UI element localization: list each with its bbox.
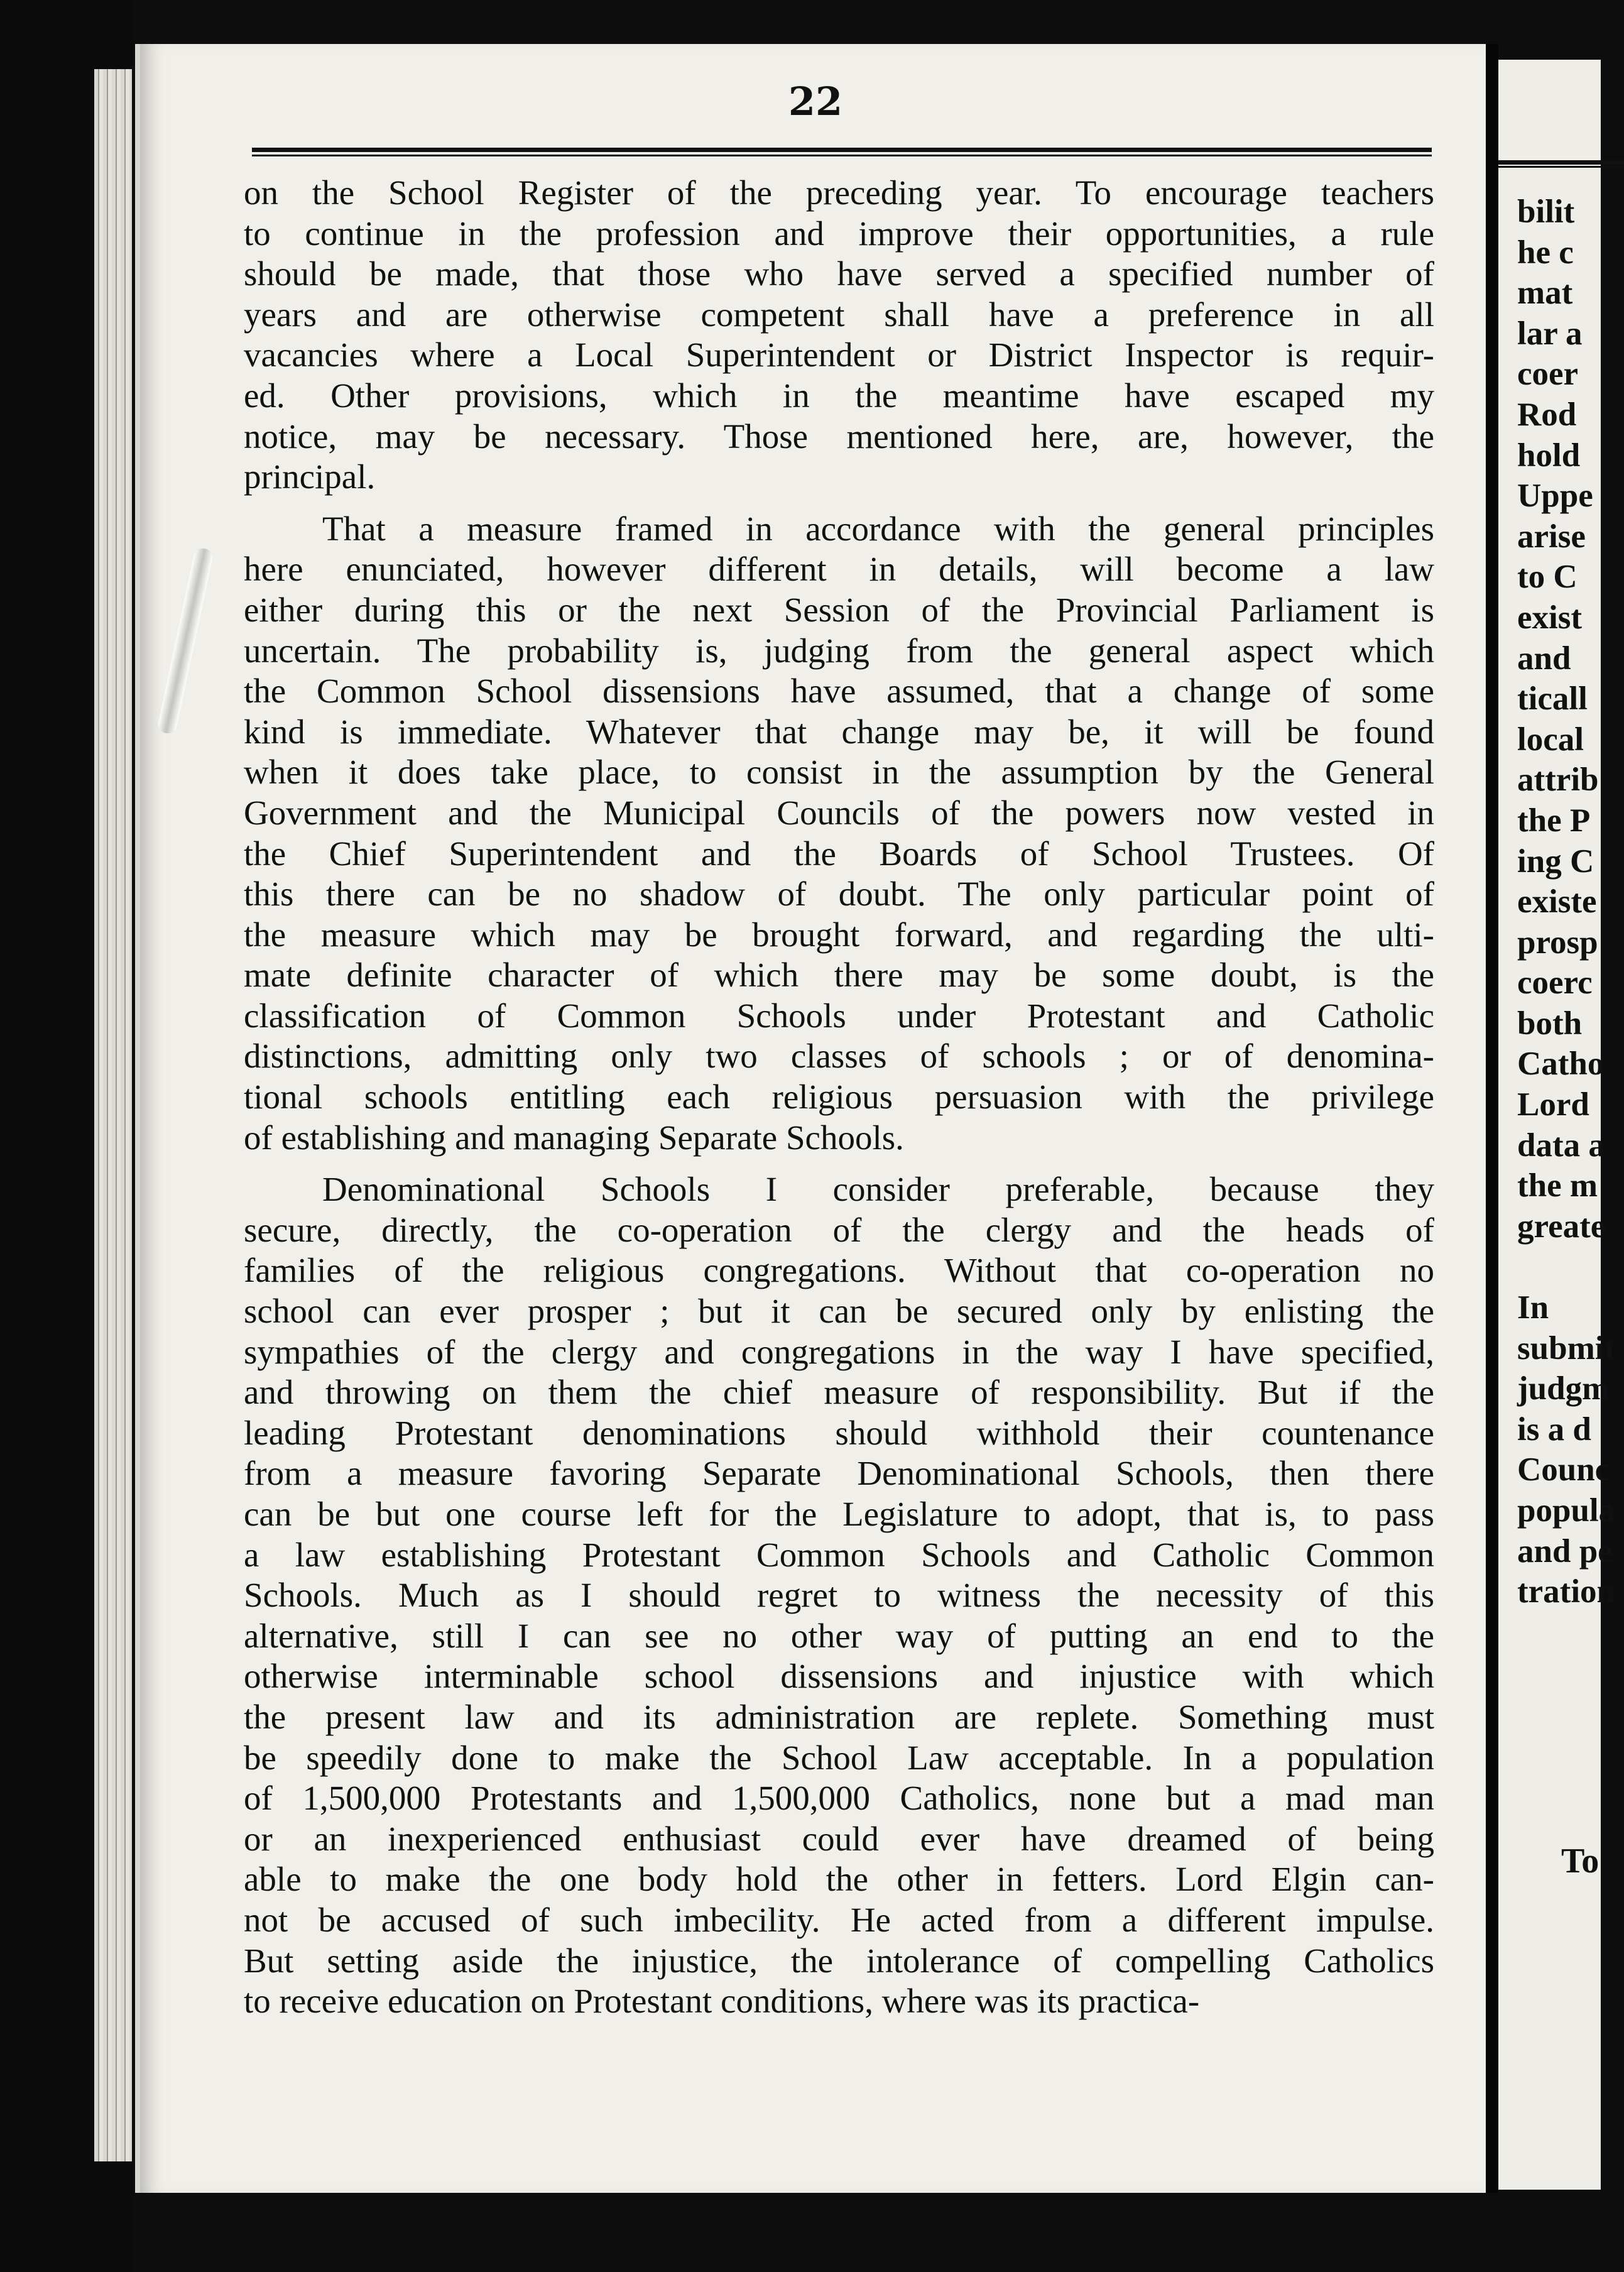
facing-text-line: the P: [1517, 802, 1591, 839]
text-line: sympathies of the clergy and congregations in the way I have specified,: [244, 1332, 1434, 1371]
facing-text-line: Rod: [1517, 396, 1577, 433]
facing-text-line: lar a: [1517, 315, 1583, 352]
text-line: this there can be no shadow of doubt. The only particular point of: [244, 875, 1434, 914]
text-line: of 1,500,000 Protestants and 1,500,000 Catholics, none but a mad man: [244, 1779, 1434, 1818]
facing-text-line: Counc: [1517, 1451, 1610, 1488]
paragraph-gap: [244, 1158, 1434, 1169]
facing-text-line: attrib: [1517, 762, 1599, 799]
text-line: classification of Common Schools under Protestant and Catholic: [244, 996, 1434, 1035]
facing-text-line: coer: [1517, 356, 1579, 393]
facing-text-line: coerc: [1517, 964, 1593, 1002]
facing-text-line: Lord: [1517, 1086, 1589, 1123]
facing-text-line: he c: [1517, 234, 1574, 271]
text-line: distinctions, admitting only two classes of schools ; or of denomina-: [244, 1037, 1434, 1076]
text-line: either during this or the next Session of the Provincial Parliament is: [244, 590, 1434, 629]
facing-header-rule: [1498, 160, 1624, 168]
text-line: on the School Register of the preceding year. To encourage teachers: [244, 173, 1434, 212]
text-line: of establishing and managing Separate Schools.: [244, 1118, 904, 1157]
text-line: But setting aside the injustice, the intolerance of compelling Catholics: [244, 1941, 1434, 1980]
text-line: school can ever prosper ; but it can be secured only by enlisting the: [244, 1292, 1434, 1331]
text-line: uncertain. The probability is, judging from the general aspect which: [244, 631, 1434, 670]
text-line: a law establishing Protestant Common Schools and Catholic Common: [244, 1535, 1434, 1574]
text-line: or an inexperienced enthusiast could ever have dreamed of being: [244, 1819, 1434, 1858]
text-line: the measure which may be brought forward, and regarding the ulti-: [244, 915, 1434, 954]
document-page: [135, 44, 1491, 2193]
facing-text-line: ing C: [1517, 843, 1594, 880]
facing-text-line: to C: [1517, 559, 1578, 596]
facing-text-line: prosp: [1517, 924, 1598, 961]
text-line: mate definite character of which there may be some doubt, is the: [244, 956, 1434, 995]
facing-page-heading: To: [1561, 1842, 1599, 1881]
text-line: Denominational Schools I consider preferable, because they: [322, 1170, 1434, 1209]
body-text: [244, 173, 1434, 2022]
text-line: here enunciated, however different in details, will become a law: [244, 550, 1434, 589]
text-line: when it does take place, to consist in the assumption by the General: [244, 753, 1434, 792]
facing-text-line: mat: [1517, 275, 1573, 312]
text-line: families of the religious congregations. Without that co-operation no: [244, 1251, 1434, 1290]
facing-text-line: popula: [1517, 1492, 1616, 1529]
facing-text-line: bilit: [1517, 194, 1575, 230]
paragraph: [244, 509, 1434, 1159]
text-line: from a measure favoring Separate Denominational Schools, then there: [244, 1454, 1434, 1493]
facing-text-line: judgm: [1517, 1370, 1610, 1407]
facing-text-line: greate: [1517, 1208, 1606, 1245]
paragraph-gap: [244, 498, 1434, 509]
text-line: That a measure framed in accordance with the general principles: [322, 509, 1434, 548]
text-line: and throwing on them the chief measure of responsibility. But if the: [244, 1373, 1434, 1412]
text-line: be speedily done to make the School Law acceptable. In a population: [244, 1738, 1434, 1777]
text-line: alternative, still I can see no other way of putting an end to the: [244, 1616, 1434, 1655]
text-line: not be accused of such imbecility. He acted from a different impulse.: [244, 1900, 1434, 1939]
text-line: to receive education on Protestant conditions, where was its practica-: [244, 1982, 1200, 2021]
facing-text-line: In: [1517, 1289, 1549, 1326]
text-line: notice, may be necessary. Those mentioned here, are, however, the: [244, 417, 1434, 456]
text-line: the present law and its administration are replete. Something must: [244, 1697, 1434, 1736]
facing-text-line: existe: [1517, 883, 1597, 920]
facing-text-line: hold: [1517, 437, 1581, 474]
facing-text-line: data a: [1517, 1127, 1605, 1164]
page-edge-stack: [94, 69, 132, 2161]
facing-text-line: ticall: [1517, 680, 1588, 718]
facing-page: [1498, 60, 1616, 2190]
text-line: the Common School dissensions have assumed, that a change of some: [244, 672, 1434, 711]
facing-text-line: submit: [1517, 1330, 1616, 1367]
text-line: secure, directly, the co-operation of the clergy and the heads of: [244, 1210, 1434, 1249]
page-number: 22: [788, 79, 843, 124]
text-line: years and are otherwise competent shall have a preference in all: [244, 295, 1434, 334]
book-gutter: [1486, 44, 1498, 2193]
text-line: ed. Other provisions, which in the meantime have escaped my: [244, 376, 1434, 415]
text-line: vacancies where a Local Superintendent or District Inspector is requir-: [244, 336, 1434, 374]
text-line: the Chief Superintendent and the Boards of School Trustees. Of: [244, 834, 1434, 873]
paragraph: [244, 1169, 1434, 2021]
facing-text-line: the m: [1517, 1167, 1598, 1204]
text-line: to continue in the profession and improve their opportunities, a rule: [244, 214, 1434, 253]
text-line: can be but one course left for the Legislature to adopt, that is, to pass: [244, 1495, 1434, 1533]
facing-text-line: Catho: [1517, 1046, 1605, 1083]
text-line: leading Protestant denominations should withhold their countenance: [244, 1413, 1434, 1452]
text-line: tional schools entitling each religious persuasion with the privilege: [244, 1078, 1434, 1117]
facing-text-line: [1517, 1247, 1615, 1287]
text-line: Government and the Municipal Councils of the powers now vested in: [244, 793, 1434, 832]
text-line: able to make the one body hold the other in fetters. Lord Elgin can-: [244, 1860, 1434, 1899]
text-line: otherwise interminable school dissensions and injustice with which: [244, 1657, 1434, 1696]
text-line: principal.: [244, 457, 376, 496]
facing-text-line: and: [1517, 640, 1571, 677]
text-line: Schools. Much as I should regret to witness the necessity of this: [244, 1576, 1434, 1615]
facing-text-line: local: [1517, 721, 1584, 758]
facing-text-line: is a d: [1517, 1411, 1591, 1448]
facing-text-line: and pe: [1517, 1532, 1613, 1570]
text-line: kind is immediate. Whatever that change may be, it will be found: [244, 712, 1434, 751]
facing-text-line: exist: [1517, 599, 1583, 636]
facing-page-text: [1517, 192, 1615, 1612]
facing-text-line: arise: [1517, 518, 1586, 555]
header-rule: [252, 148, 1432, 156]
facing-text-line: both: [1517, 1005, 1583, 1042]
paragraph: [244, 173, 1434, 498]
facing-text-line: Uppe: [1517, 478, 1593, 515]
text-line: should be made, that those who have served a specified number of: [244, 254, 1434, 293]
facing-text-line: tration: [1517, 1573, 1616, 1610]
